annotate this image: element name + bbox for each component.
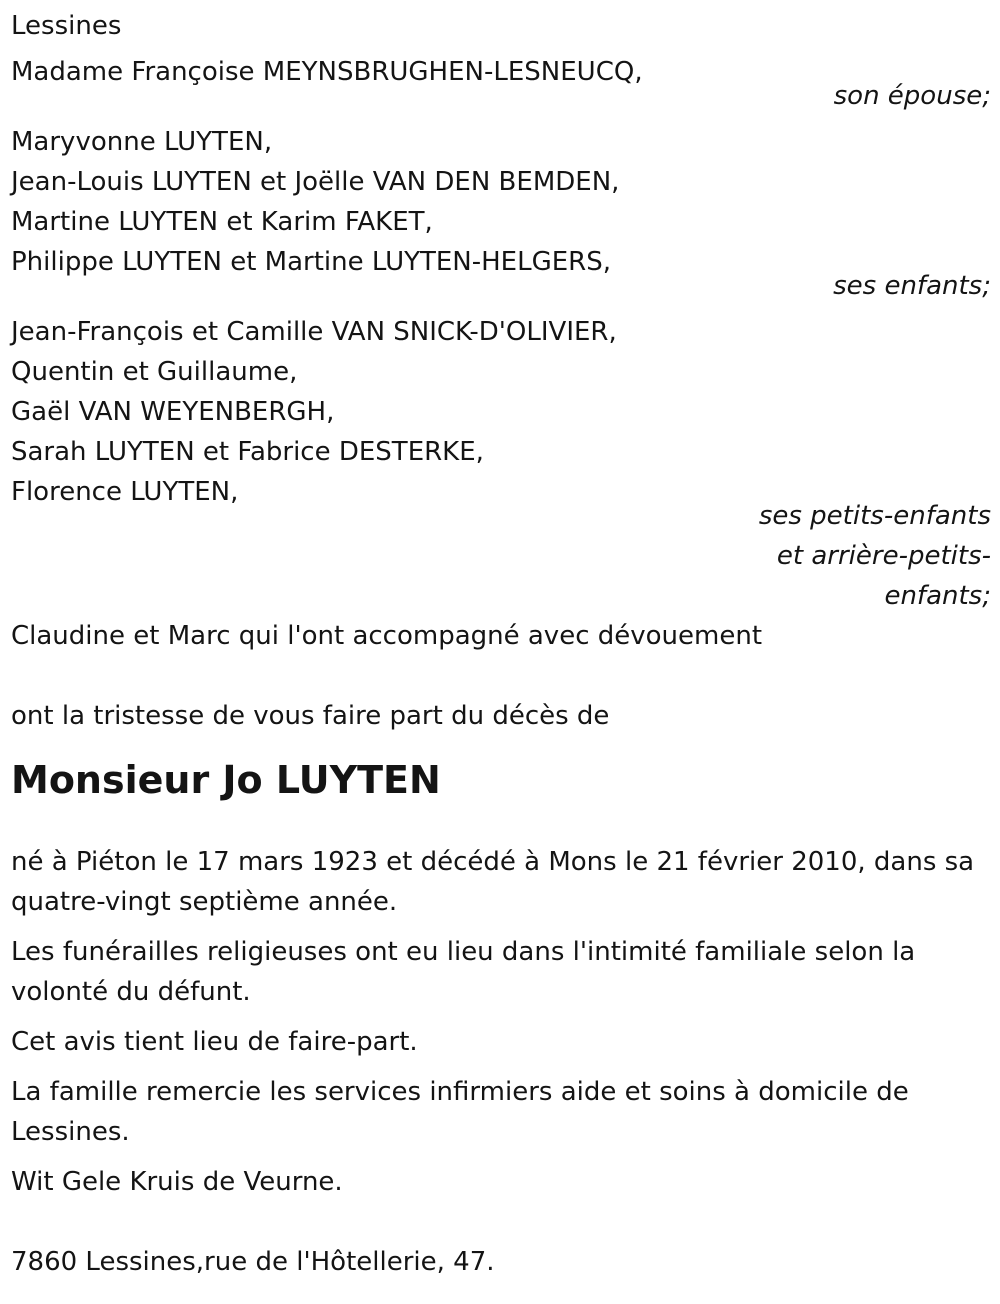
child-line: Philippe LUYTEN et Martine LUYTEN-HELGERS, <box>11 247 612 277</box>
child-line: Martine LUYTEN et Karim FAKET, <box>11 207 433 237</box>
grandchildren-role-line: enfants; <box>884 581 991 611</box>
grandchild-line: Florence LUYTEN, <box>11 477 239 507</box>
grandchild-line: Jean-François et Camille VAN SNICK-D'OLIVIER, <box>11 317 617 347</box>
details-paragraph: Les funérailles religieuses ont eu lieu dans l'intimité familiale selon la volonté du défunt. <box>11 937 916 1007</box>
spouse-role: son épouse; <box>833 81 991 111</box>
spouse-line: Madame Françoise MEYNSBRUGHEN-LESNEUCQ, <box>11 57 643 87</box>
grandchildren-role-line: et arrière-petits- <box>776 541 991 571</box>
grandchild-line: Quentin et Guillaume, <box>11 357 298 387</box>
deceased-name: Monsieur Jo LUYTEN <box>11 758 441 802</box>
details-paragraph: La famille remercie les services infirmiers aide et soins à domicile de Lessines. <box>11 1077 909 1147</box>
children-role: ses enfants; <box>833 271 991 301</box>
child-line: Jean-Louis LUYTEN et Joëlle VAN DEN BEMDEN, <box>11 167 620 197</box>
grandchildren-role <box>11 496 991 616</box>
child-line: Maryvonne LUYTEN, <box>11 127 273 157</box>
details-paragraph: né à Piéton le 17 mars 1923 et décédé à Mons le 21 février 2010, dans sa quatre-vingt septième année. <box>11 847 975 917</box>
header-city: Lessines <box>11 11 122 41</box>
grandchildren-list <box>11 312 991 512</box>
details-paragraph: Cet avis tient lieu de faire-part. <box>11 1027 418 1057</box>
details-paragraph: Wit Gele Kruis de Veurne. <box>11 1167 343 1197</box>
obituary-notice <box>11 6 991 1282</box>
children-list <box>11 122 991 282</box>
grandchildren-role-line: ses petits-enfants <box>758 501 991 531</box>
announcement-intro: ont la tristesse de vous faire part du décès de <box>11 701 610 731</box>
details-section <box>11 842 991 1202</box>
caregivers-line: Claudine et Marc qui l'ont accompagné avec dévouement <box>11 621 763 651</box>
grandchild-line: Gaël VAN WEYENBERGH, <box>11 397 335 427</box>
address: 7860 Lessines,rue de l'Hôtellerie, 47. <box>11 1247 495 1277</box>
grandchild-line: Sarah LUYTEN et Fabrice DESTERKE, <box>11 437 484 467</box>
